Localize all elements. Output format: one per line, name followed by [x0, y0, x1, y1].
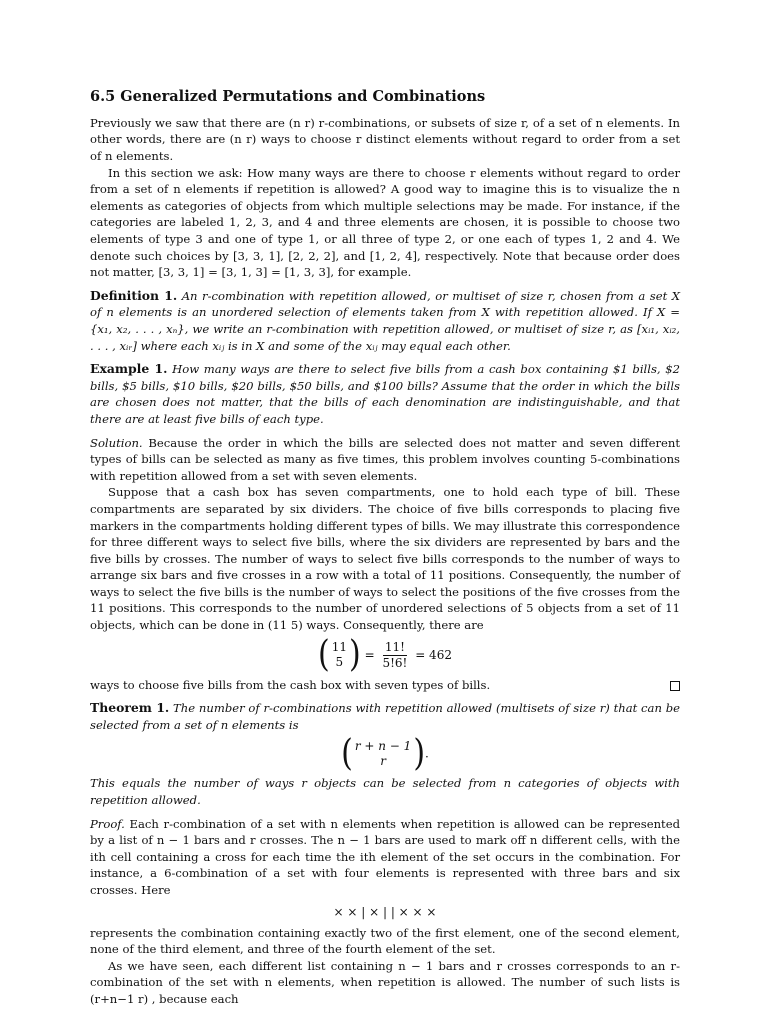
proof-paragraph-2: represents the combination containing exactly two of the first element, one of the second element, none of the third element, and three of the fourth element of the set. — [90, 925, 680, 957]
theorem-binom-top: r + n − 1 — [354, 739, 412, 754]
binomial-equation: ( 11 5 ) = $\frac{11!}{5!6!}$ = 462 — [318, 633, 452, 676]
theorem-label: Theorem 1. — [90, 700, 170, 716]
binomial-11-5: ( 11 5 ) — [318, 633, 361, 676]
example-block — [90, 361, 680, 427]
theorem-after: This equals the number of ways r objects can be selected from n categories of objects with repetition allowed. — [90, 776, 680, 808]
binom-bottom: 5 — [335, 655, 344, 670]
theorem-block — [90, 700, 680, 733]
definition-text: An r-combination with repetition allowed, or multiset of size r, chosen from a set X of n elements is an unordered selection of elements taken from X with repetition allowed. If X = {x₁, x₂, . . . , xₙ}, we write an r-combination with repetition allowed, or multiset of size r, as [xᵢ₁, xᵢ₂, . . . , xᵢᵣ] where each xᵢⱼ is in X and some of the xᵢⱼ may equal each other. — [90, 288, 681, 353]
qed-icon — [670, 681, 680, 691]
intro-paragraph-1: Previously we saw that there are (n r) r-combinations, or subsets of size r, of a set of n elements. In other words, there are (n r) ways to choose r distinct elements without regard to order from a set of n elements. — [90, 115, 680, 164]
theorem-text: The number of r-combinations with repetition allowed (multisets of size r) that can be selected from a set of n elements is — [90, 701, 680, 732]
theorem-binomial: ( r + n − 1 r ) . — [341, 732, 429, 775]
example-label: Example 1. — [90, 361, 168, 377]
intro-paragraph-2: In this section we ask: How many ways are there to choose r elements without regard to order from a set of n elements if repetition is allowed? A good way to imagine this is to visualize the n elements as categories of objects from which multiple selections may be made. For instance, if the categories are labeled 1, 2, 3, and 4 and three elements are chosen, it is possible to choose two elements of type 3 and one of type 1, or all three of type 2, or one each of types 1, 2 and 4. We denote such choices by [3, 3, 1], [2, 2, 2], and [1, 2, 4], respectively. Note that because order does not matter, [3, 3, 1] = [3, 1, 3] = [1, 3, 3], for example. — [90, 165, 680, 280]
theorem-binom-bottom: r — [380, 754, 386, 769]
solution-paragraph-3 — [90, 677, 680, 694]
definition-block — [90, 288, 680, 354]
solution-paragraph-1 — [90, 435, 680, 485]
solution-paragraph-2: Suppose that a cash box has seven compartments, one to hold each type of bill. These compartments are separated by six dividers. The choice of five bills corresponds to placing five markers in the compartments holding different types of bills. We may illustrate this correspondence for three different ways to select five bills, where the six dividers are represented by bars and the five bills by crosses. The number of ways to select five bills corresponds to the number of ways to arrange six bars and five crosses in a row with a total of 11 positions. Consequently, the number of ways to select the five bills is the number of ways to select the positions of the five crosses from the 11 positions. This corresponds to the number of unordered selections of 5 objects from a set of 11 objects, which can be done in (11 5) ways. Consequently, there are — [90, 485, 680, 633]
fraction-numerator: 11! — [384, 639, 405, 654]
proof-text-1: Each r-combination of a set with n elements when repetition is allowed can be represented by a list of n − 1 bars and r crosses. The n − 1 bars are used to mark off n different cells, with the ith cell containing a cross for each time the ith element of the set occurs in the combination. For instance, a 6-combination of a set with four elements is represented with three bars and six crosses. Here — [90, 816, 681, 897]
binomial-r-n: ( r + n − 1 r ) — [341, 732, 426, 775]
definition-label: Definition 1. — [90, 287, 178, 303]
binom-top: 11 — [331, 640, 348, 655]
bars-crosses-pattern: × × | × | | × × × — [333, 904, 437, 919]
equation-result: = 462 — [415, 647, 452, 662]
section-heading: 6.5 Generalized Permutations and Combinations — [90, 88, 486, 105]
fraction-denominator: 5!6! — [382, 655, 408, 670]
solution-label: Solution. — [90, 435, 143, 450]
solution-text-3: ways to choose five bills from the cash box with seven types of bills. — [90, 677, 491, 692]
proof-paragraph-3: As we have seen, each different list containing n − 1 bars and r crosses corresponds to an r-combination of the set with n elements, when repetition is allowed. The number of such lists is (r+n−1 r) , because each — [90, 958, 680, 1006]
proof-label: Proof. — [90, 816, 125, 831]
factorial-fraction — [382, 640, 407, 671]
paper-page — [90, 88, 680, 1008]
example-text: How many ways are there to select five bills from a cash box containing $1 bills, $2 bills, $5 bills, $10 bills, $20 bills, $50 bills, and $100 bills? Assume that the order in which the bills are chosen does not matter, that the bills of each denomination are indistinguishable, and that there are at least five bills of each type. — [90, 362, 680, 426]
proof-paragraph-1 — [90, 816, 680, 899]
solution-text-1: Because the order in which the bills are selected does not matter and seven different types of bills can be selected as many as five times, this problem involves counting 5-combinations with repetition allowed from a set with seven elements. — [90, 435, 680, 483]
